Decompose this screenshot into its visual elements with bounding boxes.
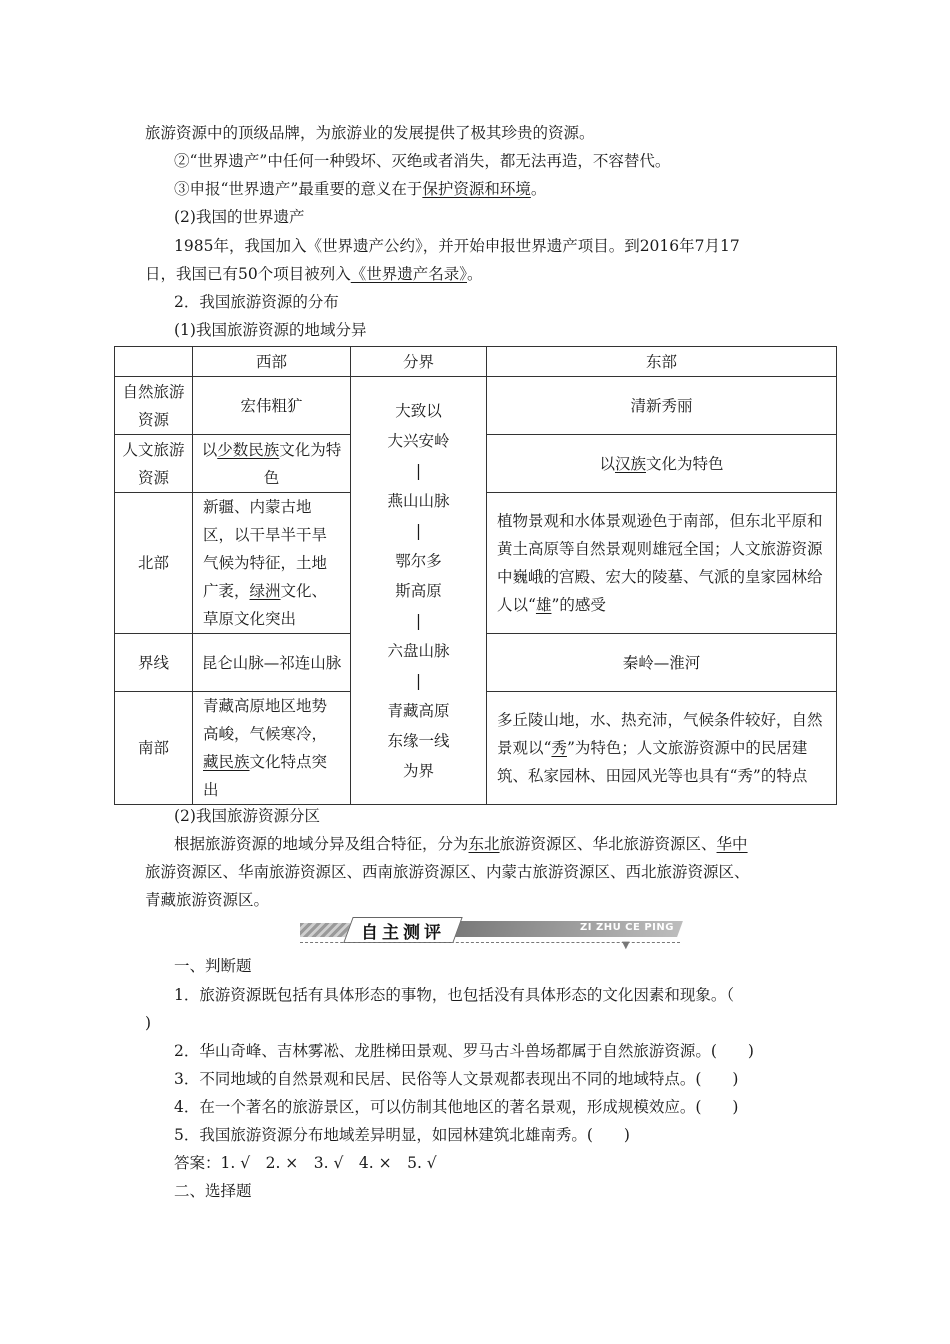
quiz-q4: 4．在一个著名的旅游景区，可以仿制其他地区的著名景观，形成规模效应。( ): [174, 1098, 739, 1116]
zones-line-2: 旅游资源区、华南旅游资源区、西南旅游资源区、内蒙古旅游资源区、西北旅游资源区、: [145, 863, 750, 881]
zones-line-1-pre: 根据旅游资源的地域分异及组合特征，分为: [174, 835, 469, 853]
table-header-row: [115, 347, 837, 377]
header-east: 东部: [487, 347, 837, 377]
section-2-1-heading: (1)我国旅游资源的地域分异: [174, 321, 367, 339]
header-west: 西部: [193, 347, 351, 377]
row-label-north: 北部: [115, 493, 193, 634]
intro-line-1: 旅游资源中的顶级品牌，为旅游业的发展提供了极其珍贵的资源。: [145, 124, 595, 142]
quiz-answer: 答案：1. √ 2. × 3. √ 4. × 5. √: [174, 1154, 437, 1172]
self-test-banner: [300, 915, 680, 951]
quiz-q3: 3．不同地域的自然景观和民居、民俗等人文景观都表现出不同的地域特点。( ): [174, 1070, 739, 1088]
culture-west-pre: 以: [201, 440, 218, 459]
regional-table: [114, 346, 837, 805]
zones-line-1-mid: 旅游资源区、华北旅游资源区、: [499, 835, 717, 853]
south-west-post: 文化特点突出: [203, 753, 328, 799]
north-west-underline: 绿洲: [249, 582, 281, 600]
south-east-underline: 秀: [551, 739, 567, 757]
divider-4: 燕山山脉: [387, 491, 450, 510]
cell-south-east: [487, 692, 837, 805]
divider-6: 鄂尔多: [395, 551, 442, 570]
culture-west-underline: 少数民族: [217, 440, 280, 459]
south-west-underline: 藏民族: [203, 753, 250, 771]
heritage-para-2-post: 。: [467, 265, 483, 283]
row-label-culture: 人文旅游资源: [115, 435, 193, 493]
divider-1: 大致以: [395, 401, 442, 420]
row-label-boundary: 界线: [115, 634, 193, 692]
divider-12: 东缘一线: [387, 731, 450, 750]
divider-11: 青藏高原: [387, 701, 450, 720]
cell-north-west: [193, 493, 351, 634]
south-west-pre: 青藏高原地区地势高峻，气候寒冷，: [203, 697, 328, 743]
row-label-nature: 自然旅游资源: [115, 377, 193, 435]
culture-east-pre: 以: [599, 454, 615, 473]
row-label-south: 南部: [115, 692, 193, 805]
cell-boundary-east: 秦岭—淮河: [487, 634, 837, 692]
divider-9: 六盘山脉: [387, 641, 450, 660]
divider-10: |: [415, 671, 422, 690]
header-empty: [115, 347, 193, 377]
cell-nature-east: 清新秀丽: [487, 377, 837, 435]
quiz-q1-cont: ): [145, 1014, 152, 1032]
north-east-underline: 雄: [535, 596, 552, 614]
intro-line-3-underline: 保护资源和环境: [422, 180, 531, 198]
culture-east-post: 文化为特色: [646, 454, 724, 473]
divider-13: 为界: [402, 761, 434, 780]
cell-south-west: [193, 692, 351, 805]
quiz-q1: 1．旅游资源既包括有具体形态的事物，也包括没有具体形态的文化因素和现象。（: [174, 986, 735, 1004]
banner-title: 自主测评: [361, 923, 445, 943]
heritage-para-2: [145, 264, 483, 284]
quiz-heading-judge: 一、判断题: [174, 957, 252, 975]
heritage-para-2-underline: 《世界遗产名录》: [350, 265, 467, 283]
header-divider: 分界: [351, 347, 487, 377]
culture-east-underline: 汉族: [614, 454, 646, 473]
intro-line-2: ②“世界遗产”中任何一种毁坏、灭绝或者消失，都无法再造，不容替代。: [174, 152, 671, 170]
south-east-post: ”为特色；人文旅游资源中的民居建筑、私家园林、田园风光等也具有“秀”的特点: [497, 739, 808, 785]
zones-heading: (2)我国旅游资源分区: [174, 807, 320, 825]
south-east-pre: 多丘陵山地，水、热充沛，气候条件较好，自然景观以“: [497, 711, 823, 757]
intro-line-3: [174, 179, 546, 199]
north-east-post: ”的感受: [551, 596, 606, 614]
heritage-heading: (2)我国的世界遗产: [174, 208, 305, 226]
cell-culture-east: [487, 435, 837, 493]
table-row-nature: [115, 377, 837, 435]
divider-7: 斯高原: [395, 581, 442, 600]
cell-nature-west: 宏伟粗犷: [193, 377, 351, 435]
divider-5: |: [415, 521, 422, 540]
intro-line-3-pre: ③申报“世界遗产”最重要的意义在于: [174, 180, 423, 198]
banner-subtitle: ZI ZHU CE PING: [580, 922, 674, 933]
north-east-pre: 植物景观和水体景观逊色于南部，但东北平原和黄土高原等自然景观则雄冠全国；人文旅游资源中巍峨的宫殿、宏大的陵墓、气派的皇家园林给人以“: [497, 512, 823, 614]
cell-divider-line: [351, 377, 487, 805]
divider-8: |: [415, 611, 422, 630]
intro-line-3-post: 。: [530, 180, 547, 198]
cell-north-east: [487, 493, 837, 634]
zones-underline-central: 华中: [716, 835, 748, 853]
heritage-para-2-pre: 日，我国已有50个项目被列入: [145, 265, 351, 283]
north-west-post: 文化、草原文化突出: [203, 582, 328, 628]
divider-3: |: [415, 461, 422, 480]
section-2-heading: 2．我国旅游资源的分布: [174, 293, 339, 311]
cell-boundary-west: 昆仑山脉—祁连山脉: [193, 634, 351, 692]
north-west-pre: 新疆、内蒙古地区，以干旱半干旱气候为特征，土地广袤，: [203, 498, 328, 600]
quiz-q2: 2．华山奇峰、吉林雾凇、龙胜梯田景观、罗马古斗兽场都属于自然旅游资源。( ): [174, 1042, 754, 1060]
divider-2: 大兴安岭: [387, 431, 450, 450]
zones-line-3: 青藏旅游资源区。: [145, 891, 270, 909]
quiz-heading-choice: 二、选择题: [174, 1182, 252, 1200]
heritage-para-1: 1985年，我国加入《世界遗产公约》，并开始申报世界遗产项目。到2016年7月17: [174, 237, 740, 255]
zones-underline-northeast: 东北: [468, 835, 500, 853]
quiz-q5: 5．我国旅游资源分布地域差异明显，如园林建筑北雄南秀。( ): [174, 1126, 630, 1144]
chevron-down-icon: ▼: [622, 940, 630, 951]
culture-west-post: 文化为特色: [263, 440, 342, 487]
cell-culture-west: [193, 435, 351, 493]
zones-line-1: [174, 834, 748, 854]
